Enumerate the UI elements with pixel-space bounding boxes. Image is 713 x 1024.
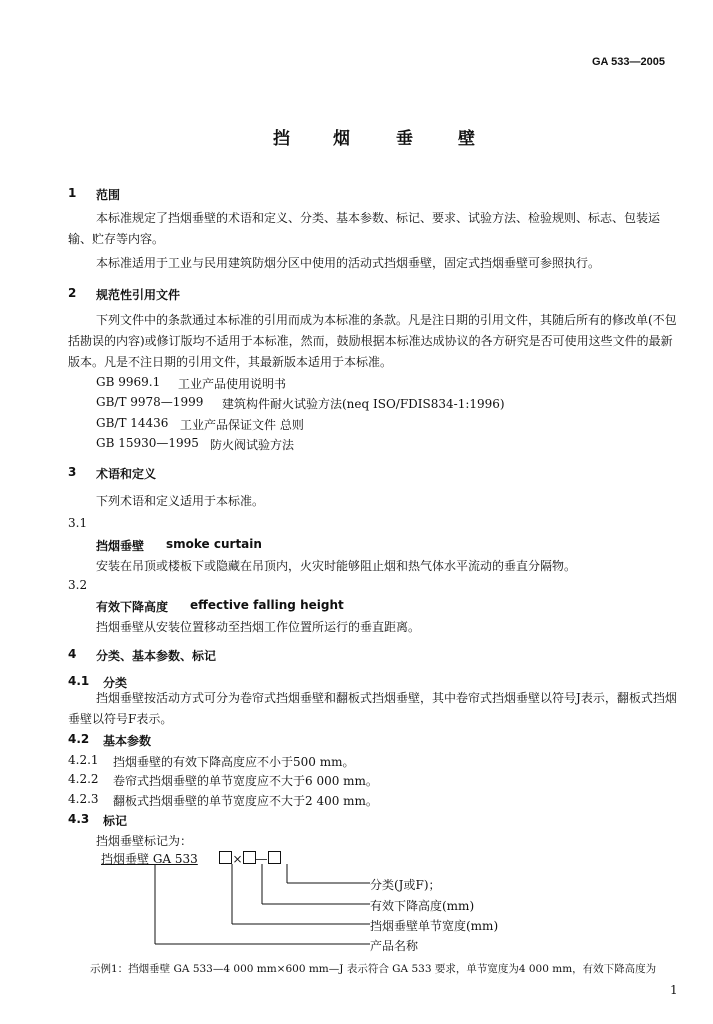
section-heading: 术语和定义 (96, 467, 157, 481)
clause-number: 4.2.3 (68, 792, 99, 806)
clause-number: 4.2.1 (68, 753, 99, 767)
term-cn: 有效下降高度 (96, 600, 169, 614)
reference-name: 工业产品使用说明书 (178, 377, 287, 391)
marking-example: 示例1：挡烟垂壁 GA 533—4 000 mm×600 mm—J 表示符合 GA 533 要求，单节宽度为4 000 mm，有效下降高度为 (90, 963, 657, 975)
subsection-heading: 标记 (103, 814, 128, 828)
clause-text: 挡烟垂壁的有效下降高度应不小于500 mm。 (113, 755, 355, 769)
section-heading: 范围 (96, 188, 121, 202)
section-number: 2 (68, 286, 77, 300)
section-heading: 分类、基本参数、标记 (96, 649, 217, 663)
term-definition: 安装在吊顶或楼板下或隐藏在吊顶内，火灾时能够阻止烟和热气体水平流动的垂直分隔物。 (96, 559, 577, 573)
term-definition: 挡烟垂壁从安装位置移动至挡烟工作位置所运行的垂直距离。 (96, 620, 421, 634)
clause-text: 卷帘式挡烟垂壁的单节宽度应不大于6 000 mm。 (113, 774, 378, 788)
marking-label: 产品名称 (370, 939, 419, 953)
clause-text: 翻板式挡烟垂壁的单节宽度应不大于2 400 mm。 (113, 794, 378, 808)
subsection-number: 4.3 (68, 812, 90, 826)
dash-sign: — (255, 852, 268, 866)
subsection-heading: 分类 (103, 676, 128, 690)
marking-label: 有效下降高度(mm) (370, 899, 475, 913)
subsection-number: 4.1 (68, 674, 90, 688)
reference-name: 工业产品保证文件 总则 (180, 418, 304, 432)
term-number: 3.2 (68, 578, 88, 592)
marking-label: 分类(J或F)； (370, 878, 441, 892)
paragraph: 挡烟垂壁按活动方式可分为卷帘式挡烟垂壁和翻板式挡烟垂壁，其中卷帘式挡烟垂壁以符号J表示，翻板式挡烟垂壁以符号F表示。 (68, 691, 677, 726)
section-heading: 规范性引用文件 (96, 288, 181, 302)
paragraph: 下列文件中的条款通过本标准的引用而成为本标准的条款。凡是注日期的引用文件，其随后所有的修改单(不包括勘误的内容)或修订版均不适用于本标准，然而，鼓励根据本标准达成协议的各方研究是否可使用这些文件的最新版本。凡是不注日期的引用文件，其最新版本适用于本标准。 (68, 313, 677, 369)
times-sign: × (232, 852, 243, 866)
reference-name: 防火阀试验方法 (210, 438, 295, 452)
subsection-number: 4.2 (68, 732, 90, 746)
paragraph: 下列术语和定义适用于本标准。 (96, 494, 265, 508)
marking-intro: 挡烟垂壁标记为： (96, 834, 193, 848)
section-number: 4 (68, 647, 77, 661)
section-number: 3 (68, 465, 77, 479)
clause-number: 4.2.2 (68, 772, 99, 786)
page-number: 1 (670, 983, 678, 997)
term-en: effective falling height (190, 598, 344, 612)
title-char: 挡 (273, 129, 290, 149)
reference-code: GB/T 9978—1999 (96, 395, 204, 409)
reference-name: 建筑构件耐火试验方法(neq ISO/FDIS834-1:1996) (222, 397, 505, 411)
marking-label: 挡烟垂壁单节宽度(mm) (370, 919, 499, 933)
term-cn: 挡烟垂壁 (96, 539, 145, 553)
reference-code: GB/T 14436 (96, 416, 169, 430)
title-char: 烟 (333, 129, 350, 149)
paragraph: 本标准适用于工业与民用建筑防烟分区中使用的活动式挡烟垂壁，固定式挡烟垂壁可参照执行。 (96, 256, 601, 270)
reference-code: GB 15930—1995 (96, 436, 199, 450)
term-number: 3.1 (68, 516, 88, 530)
paragraph: 本标准规定了挡烟垂壁的术语和定义、分类、基本参数、标记、要求、试验方法、检验规则、标志、包装运输、贮存等内容。 (68, 211, 661, 246)
term-en: smoke curtain (166, 537, 262, 551)
marking-prefix: 挡烟垂壁 GA 533 (101, 852, 198, 866)
reference-code: GB 9969.1 (96, 375, 161, 389)
section-number: 1 (68, 186, 77, 200)
title-char: 垂 (396, 129, 413, 149)
standard-number: GA 533—2005 (592, 56, 665, 68)
title-char: 壁 (458, 129, 475, 149)
subsection-heading: 基本参数 (103, 734, 152, 748)
